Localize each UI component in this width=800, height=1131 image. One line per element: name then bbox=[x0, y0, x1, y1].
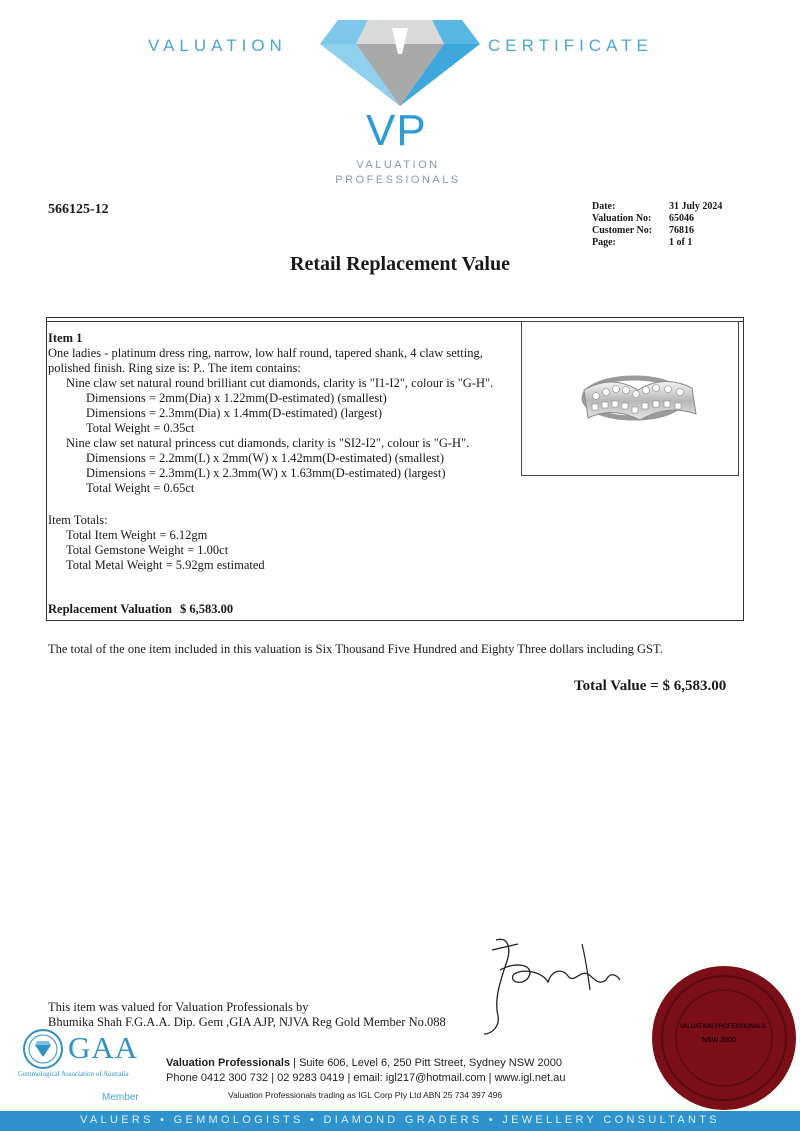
wax-seal-icon bbox=[646, 962, 796, 1112]
diamond-logo-icon bbox=[318, 18, 482, 108]
totals-line: Total Metal Weight = 5.92gm estimated bbox=[66, 558, 265, 572]
valuer-line: This item was valued for Valuation Professionals by bbox=[48, 1000, 309, 1014]
replacement-valuation bbox=[48, 602, 233, 617]
stone-detail: Dimensions = 2.3mm(Dia) x 1.4mm(D-estimated) (largest) bbox=[86, 406, 382, 420]
meta-row-date: Date: 31 July 2024 bbox=[592, 201, 723, 212]
valuer-line: Bhumika Shah F.G.A.A. Dip. Gem ,GIA AJP, NJVA Reg Gold Member No.088 bbox=[48, 1015, 446, 1029]
stone-line: Nine claw set natural princess cut diamonds, clarity is "SI2-I2", colour is "G-H". bbox=[66, 436, 470, 450]
total-value: Total Value = $ 6,583.00 bbox=[574, 678, 727, 694]
stone-detail: Total Weight = 0.35ct bbox=[86, 421, 195, 435]
header-left-word: VALUATION bbox=[148, 36, 287, 55]
ring-photo bbox=[521, 321, 739, 476]
gaa-logo: GAA bbox=[68, 1030, 139, 1065]
svg-text:VALUATION PROFESSIONALS: VALUATION PROFESSIONALS bbox=[680, 1024, 766, 1030]
footer-address: | Suite 606, Level 6, 250 Pitt Street, Sydney NSW 2000 bbox=[290, 1057, 562, 1069]
replacement-label: Replacement Valuation bbox=[48, 602, 172, 616]
item-heading: Item 1 bbox=[48, 331, 83, 345]
stone-detail: Dimensions = 2mm(Dia) x 1.22mm(D-estimated) (smallest) bbox=[86, 391, 387, 405]
replacement-amount: $ 6,583.00 bbox=[179, 602, 234, 616]
item-description-line: One ladies - platinum dress ring, narrow, low half round, tapered shank, 4 claw setting, bbox=[48, 346, 483, 360]
stone-detail: Dimensions = 2.3mm(L) x 2.3mm(W) x 1.63mm(D-estimated) (largest) bbox=[86, 466, 446, 480]
footer-contact: Phone 0412 300 732 | 02 9283 0419 | email: igl217@hotmail.com | www.igl.net.au bbox=[166, 1071, 566, 1084]
footer-company: Valuation Professionals bbox=[166, 1057, 291, 1069]
stone-detail: Dimensions = 2.2mm(L) x 2mm(W) x 1.42mm(D-estimated) (smallest) bbox=[86, 451, 445, 465]
valuer-block bbox=[48, 1000, 446, 1030]
signature-icon bbox=[478, 930, 638, 1040]
stone-line: Nine claw set natural round brilliant cut diamonds, clarity is "I1-I2", colour is "G-H". bbox=[66, 376, 494, 390]
item-description-line: polished finish. Ring size is: P.. The item contains: bbox=[48, 361, 301, 375]
footer-trading: Valuation Professionals trading as IGL Corp Pty Ltd ABN 25 734 397 496 bbox=[228, 1090, 503, 1100]
item-totals bbox=[48, 513, 265, 573]
item-description bbox=[48, 331, 493, 496]
footer-info bbox=[166, 1056, 566, 1085]
total-statement: The total of the one item included in this valuation is Six Thousand Five Hundred and Eighty Three dollars including GST. bbox=[48, 642, 663, 656]
ring-icon bbox=[522, 322, 738, 475]
gaa-emblem-icon bbox=[22, 1028, 64, 1070]
meta-block bbox=[592, 201, 722, 249]
page-title: Retail Replacement Value bbox=[290, 253, 510, 275]
meta-row-page: Page: 1 of 1 bbox=[592, 237, 693, 248]
svg-text:NSW 2000: NSW 2000 bbox=[702, 1037, 736, 1044]
gaa-member-label: Member bbox=[102, 1092, 139, 1103]
stone-detail: Total Weight = 0.65ct bbox=[86, 481, 195, 495]
totals-line: Total Gemstone Weight = 1.00ct bbox=[66, 543, 229, 557]
meta-row-customer-no: Customer No: 76816 bbox=[592, 225, 694, 236]
logo-subtitle-line2: PROFESSIONALS bbox=[335, 174, 461, 186]
totals-heading: Item Totals: bbox=[48, 513, 108, 527]
logo-vp-text: VP bbox=[366, 106, 427, 155]
logo-subtitle-line1: VALUATION bbox=[356, 159, 440, 171]
gaa-subtitle: Gemmological Association of Australia bbox=[18, 1070, 129, 1078]
header-right-word: CERTIFICATE bbox=[488, 36, 653, 55]
certificate-reference: 566125-12 bbox=[48, 202, 109, 217]
meta-row-valuation-no: Valuation No: 65046 bbox=[592, 213, 694, 224]
footer-bar-text: VALUERS • GEMMOLOGISTS • DIAMOND GRADERS • JEWELLERY CONSULTANTS bbox=[80, 1114, 720, 1126]
footer-address-line bbox=[166, 1056, 566, 1071]
totals-line: Total Item Weight = 6.12gm bbox=[66, 528, 208, 542]
